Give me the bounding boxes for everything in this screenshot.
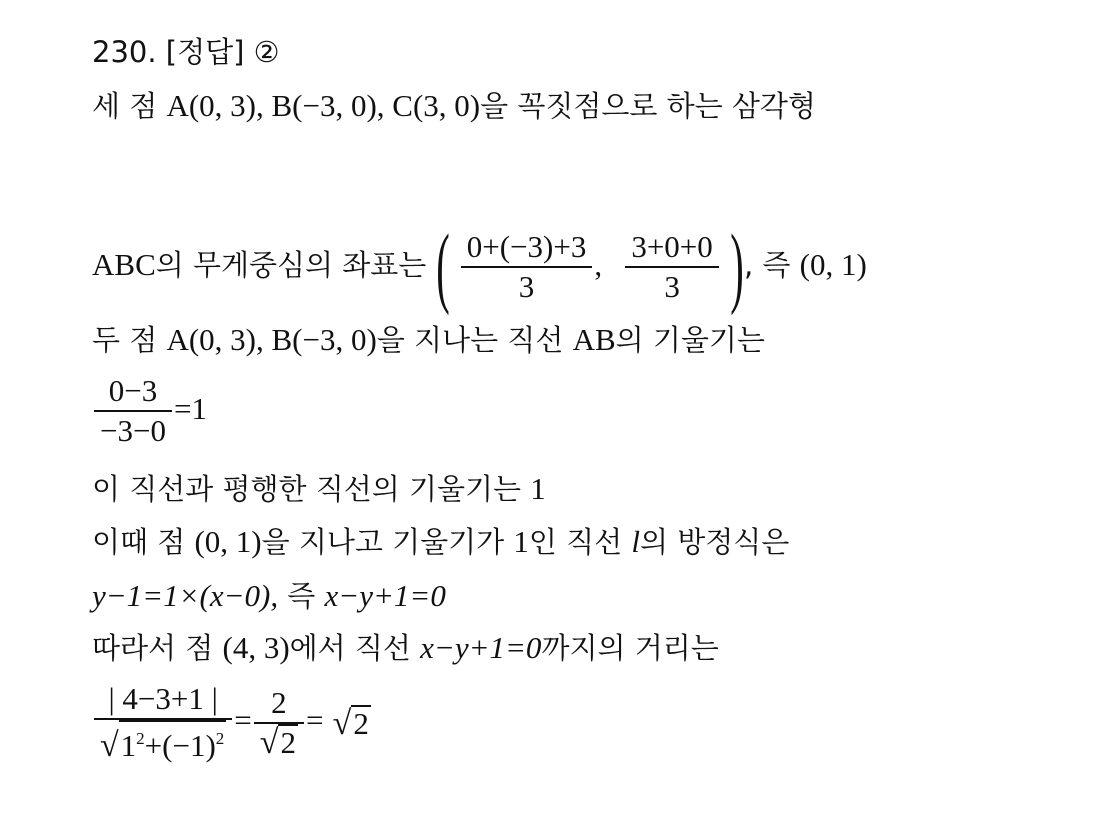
slope-result: =1 xyxy=(173,391,207,426)
centroid-comma: , xyxy=(594,247,603,282)
sqrt-two xyxy=(260,724,298,760)
radicand xyxy=(119,720,227,763)
radicand-two: 2 xyxy=(280,724,296,760)
eq-intro-text3: 인 직선 xyxy=(528,525,632,559)
eq-intro-text4: 의 방정식은 xyxy=(640,525,790,559)
slope-ab-text2: 을 지나는 직선 xyxy=(376,323,573,357)
eq-intro-math2: 1 xyxy=(513,524,529,559)
distance-fraction-2-den xyxy=(254,724,304,762)
line-centroid xyxy=(92,217,867,316)
line-vertices xyxy=(92,88,816,124)
slope-ab-text3: 의 기울기는 xyxy=(615,323,765,357)
centroid-fraction-y-num: 3+0+0 xyxy=(631,229,713,264)
equals-2: = xyxy=(305,702,324,738)
line-distance-intro xyxy=(92,630,719,666)
centroid-fraction-x-den: 3 xyxy=(518,269,535,304)
line-equation xyxy=(92,578,446,614)
sqrt-denominator xyxy=(100,720,226,763)
distance-fraction-2-num: 2 xyxy=(271,684,287,720)
distance-intro-text: 따라서 점 xyxy=(92,631,223,665)
line-vertices-text2: 을 꼭짓점으로 하는 삼각형 xyxy=(480,89,816,123)
distance-intro-text2: 에서 직선 xyxy=(289,631,421,665)
radicand-a: 1 xyxy=(120,728,137,763)
line-slope-calc xyxy=(92,372,207,450)
centroid-fraction-y xyxy=(625,228,718,306)
radicand-b: +(−1) xyxy=(144,728,216,763)
radical-sign: √ xyxy=(332,704,352,742)
eq-intro-math3: l xyxy=(631,524,641,559)
right-paren: ) xyxy=(730,217,744,316)
centroid-tail-math: (0, 1) xyxy=(799,247,867,282)
eq-intro-text2: 을 지나고 기울기가 xyxy=(261,525,514,559)
problem-header-text: 230. [정답] ② xyxy=(92,35,280,69)
equals-1: = xyxy=(234,702,252,738)
radical-sign: √ xyxy=(100,727,119,764)
centroid-fraction-x-num: 0+(−3)+3 xyxy=(466,229,587,264)
centroid-fraction-y-den: 3 xyxy=(664,269,680,304)
radicand-sup1: 2 xyxy=(136,729,145,748)
centroid-fraction-x xyxy=(461,228,593,306)
distance-fraction-den xyxy=(94,720,232,765)
radical-sign: √ xyxy=(259,723,279,761)
equation-math: y−1=1×(x−0), xyxy=(92,578,279,613)
line-distance-calc xyxy=(92,680,371,765)
result-radicand: 2 xyxy=(353,705,369,741)
slope-ab-math2: AB xyxy=(572,322,616,357)
distance-fraction xyxy=(94,680,232,765)
left-paren: ( xyxy=(435,217,450,316)
slope-fraction xyxy=(94,372,172,450)
slope-fraction-num: 0−3 xyxy=(108,373,158,408)
eq-intro-text: 이때 점 xyxy=(92,525,195,559)
distance-intro-text3: 까지의 거리는 xyxy=(541,631,719,665)
equation-text: 즉 xyxy=(278,579,325,613)
centroid-lead-text: 의 무게중심의 좌표는 xyxy=(155,248,427,282)
centroid-lead-math: ABC xyxy=(92,247,156,282)
slope-ab-text: 두 점 xyxy=(92,323,167,357)
distance-intro-math2: x−y+1=0 xyxy=(420,630,542,665)
eq-intro-math: (0, 1) xyxy=(194,524,262,559)
line-vertices-text: 세 점 xyxy=(92,89,167,123)
slope-ab-math: A(0, 3), B(−3, 0) xyxy=(166,322,377,357)
centroid-tail-text: , 즉 xyxy=(744,248,791,282)
equation-math2: x−y+1=0 xyxy=(324,578,446,613)
parallel-math: 1 xyxy=(530,471,546,506)
sqrt-result xyxy=(333,705,371,741)
slope-fraction-den: −3−0 xyxy=(100,413,166,448)
distance-intro-math: (4, 3) xyxy=(222,630,290,665)
distance-fraction-num: | 4−3+1 | xyxy=(108,681,218,716)
line-slope-ab xyxy=(92,322,765,358)
radicand-sup2: 2 xyxy=(215,729,225,748)
problem-header xyxy=(92,34,280,70)
line-vertices-math: A(0, 3), B(−3, 0), C(3, 0) xyxy=(166,88,481,123)
line-equation-intro xyxy=(92,524,789,560)
line-parallel xyxy=(92,471,546,507)
parallel-text: 이 직선과 평행한 직선의 기울기는 xyxy=(92,472,531,506)
distance-fraction-2 xyxy=(254,684,304,762)
